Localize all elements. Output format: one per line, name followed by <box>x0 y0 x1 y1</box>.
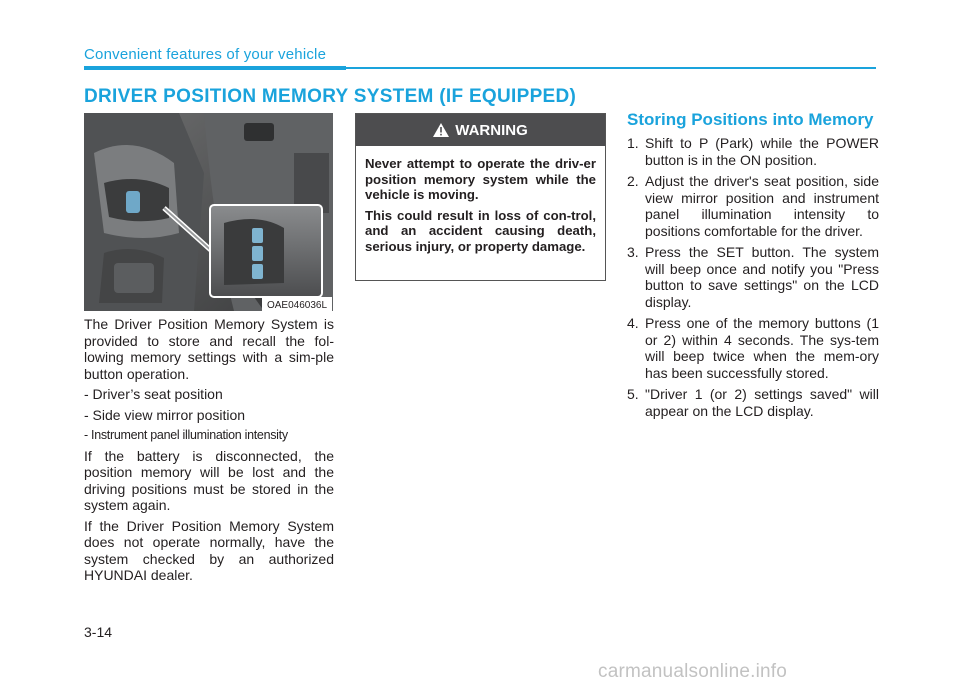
door-panel-photo <box>84 113 333 311</box>
warning-label: WARNING <box>455 121 528 139</box>
list-item <box>627 244 879 310</box>
header-bar-accent <box>84 66 346 70</box>
storing-title: Storing Positions into Memory <box>627 110 874 129</box>
section-title: DRIVER POSITION MEMORY SYSTEM (IF EQUIPPED) <box>84 86 577 107</box>
step-text: Adjust the driver's seat position, side view mirror position and instrument panel illumination intensity to positions comfortable for the driver. <box>645 173 879 239</box>
step-text: Press the SET button. The system will beep once and notify you "Press button to save settings" on the LCD display. <box>645 244 879 310</box>
warning-paragraph-2: This could result in loss of con-trol, and an accident causing death, serious injury, or property damage. <box>365 207 596 254</box>
warning-paragraph-1: Never attempt to operate the driv-er position memory system while the vehicle is moving. <box>365 156 596 202</box>
watermark: carmanualsonline.info <box>598 661 788 682</box>
list-item <box>627 386 879 419</box>
list-item <box>627 315 879 381</box>
warning-triangle-icon <box>433 123 449 137</box>
warning-box <box>355 113 606 281</box>
list-item <box>627 135 879 168</box>
bullet-illumination: - Instrument panel illumination intensity <box>84 428 288 442</box>
intro-text <box>84 316 334 588</box>
step-text: Shift to P (Park) while the POWER button is in the ON position. <box>645 135 879 168</box>
figure-code: OAE046036L <box>266 300 328 311</box>
step-text: "Driver 1 (or 2) settings saved" will appear on the LCD display. <box>645 386 879 419</box>
step-number: 2. <box>627 173 639 189</box>
step-number: 5. <box>627 386 639 402</box>
header-rule <box>346 67 876 69</box>
step-number: 4. <box>627 315 639 331</box>
step-number: 3. <box>627 244 639 260</box>
warning-body <box>356 146 605 254</box>
page-number: 3-14 <box>84 624 113 640</box>
chapter-header: Convenient features of your vehicle <box>84 46 327 63</box>
storing-steps <box>627 135 879 424</box>
warning-header <box>356 114 605 146</box>
intro-paragraph-2: If the battery is disconnected, the position memory will be lost and the driving positions must be stored in the system again. <box>84 447 334 513</box>
bullet-seat: - Driver’s seat position <box>84 386 223 402</box>
intro-paragraph-1: The Driver Position Memory System is provided to store and recall the fol-lowing memory settings with a sim-ple button operation. <box>84 316 334 382</box>
list-item <box>627 173 879 239</box>
bullet-mirror: - Side view mirror position <box>84 406 246 423</box>
intro-paragraph-3: If the Driver Position Memory System does not operate normally, have the system checked by an authorized HYUNDAI dealer. <box>84 517 334 583</box>
step-number: 1. <box>627 135 639 151</box>
step-text: Press one of the memory buttons (1 or 2) within 4 seconds. The sys-tem will beep twice when the mem-ory has been successfully stored. <box>645 315 879 381</box>
